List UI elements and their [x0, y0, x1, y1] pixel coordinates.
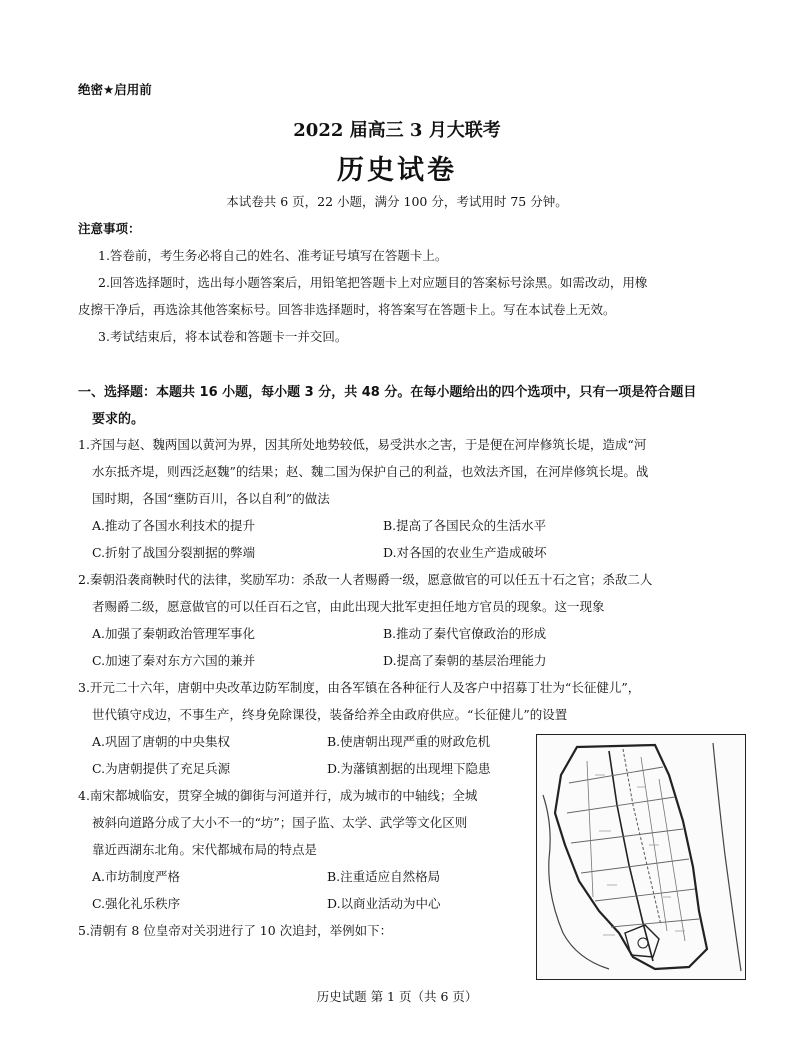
- confidential-mark: 绝密★启用前: [78, 82, 152, 97]
- q4-option-b: B.注重适应自然格局: [327, 869, 441, 884]
- q2-option-a: A.加强了秦朝政治管理军事化: [92, 626, 256, 641]
- q1-option-c: C.折射了战国分裂割据的弊端: [92, 545, 256, 560]
- exam-info: 本试卷共 6 页，22 小题，满分 100 分，考试用时 75 分钟。: [226, 194, 568, 209]
- q3-option-d: D.为藩镇割据的出现埋下隐患: [327, 761, 491, 776]
- q3-option-a: A.巩固了唐朝的中央集权: [92, 734, 231, 749]
- q2-option-b: B.推动了秦代官僚政治的形成: [383, 626, 547, 641]
- exam-title: 2022 届高三 3 月大联考: [293, 120, 501, 141]
- q1-option-d: D.对各国的农业生产造成破坏: [383, 545, 547, 560]
- section-heading-line-2: 要求的。: [92, 412, 145, 427]
- q1-stem-line-3: 国时期，各国“壅防百川，各以自利”的做法: [92, 491, 330, 506]
- notice-item-2-line-1: 2.回答选择题时，选出每小题答案后，用铅笔把答题卡上对应题目的答案标号涂黑。如需改动，用橡: [98, 275, 648, 290]
- notice-item-1: 1.答卷前，考生务必将自己的姓名、准考证号填写在答题卡上。: [98, 248, 448, 263]
- q4-option-a: A.市坊制度严格: [92, 869, 181, 884]
- notice-heading: 注意事项：: [78, 221, 141, 236]
- section-heading-line-1: 一、选择题：本题共 16 小题，每小题 3 分，共 48 分。在每小题给出的四个选项中，只有一项是符合题目: [78, 385, 697, 400]
- linan-city-map-figure: [536, 734, 746, 980]
- notice-item-3: 3.考试结束后，将本试卷和答题卡一并交回。: [98, 329, 348, 344]
- q3-option-b: B.使唐朝出现严重的财政危机: [327, 734, 491, 749]
- q1-stem-line-1: 1.齐国与赵、魏两国以黄河为界，因其所处地势较低，易受洪水之害，于是便在河岸修筑长堤，造成“河: [78, 437, 647, 452]
- q4-stem-line-3: 靠近西湖东北角。宋代都城布局的特点是: [92, 842, 318, 857]
- q4-option-c: C.强化礼乐秩序: [92, 896, 181, 911]
- q2-option-d: D.提高了秦朝的基层治理能力: [383, 653, 547, 668]
- q1-option-a: A.推动了各国水利技术的提升: [92, 518, 256, 533]
- q3-stem-line-2: 世代镇守戍边，不事生产，终身免除课役，装备给养全由政府供应。“长征健儿”的设置: [92, 707, 568, 722]
- subject-title: 历史试卷: [337, 155, 457, 186]
- q1-stem-line-2: 水东抵齐堤，则西泛赵魏”的结果；赵、魏二国为保护自己的利益，也效法齐国，在河岸修筑长堤。战: [92, 464, 649, 479]
- q1-option-b: B.提高了各国民众的生活水平: [383, 518, 547, 533]
- q4-option-d: D.以商业活动为中心: [327, 896, 441, 911]
- q3-option-c: C.为唐朝提供了充足兵源: [92, 761, 231, 776]
- page-footer: 历史试题 第 1 页（共 6 页）: [316, 989, 478, 1004]
- q4-stem-line-1: 4.南宋都城临安，贯穿全城的御街与河道并行，成为城市的中轴线；全城: [78, 788, 478, 803]
- q5-stem-line-1: 5.清朝有 8 位皇帝对关羽进行了 10 次追封，举例如下：: [78, 923, 393, 938]
- q3-stem-line-1: 3.开元二十六年，唐朝中央改革边防军制度，由各军镇在各种征行人及客户中招募丁壮为“长征健儿”，: [78, 680, 641, 695]
- city-map-drawing: [537, 735, 745, 979]
- q2-option-c: C.加速了秦对东方六国的兼并: [92, 653, 256, 668]
- q2-stem-line-1: 2.秦朝沿袭商鞅时代的法律，奖励军功：杀敌一人者赐爵一级，愿意做官的可以任五十石之官；杀敌二人: [78, 572, 653, 587]
- q2-stem-line-2: 者赐爵二级，愿意做官的可以任百石之官，由此出现大批军吏担任地方官员的现象。这一现象: [92, 599, 605, 614]
- q4-stem-line-2: 被斜向道路分成了大小不一的“坊”；国子监、太学、武学等文化区则: [92, 815, 468, 830]
- notice-item-2-line-2: 皮擦干净后，再选涂其他答案标号。回答非选择题时，将答案写在答题卡上。写在本试卷上无效。: [78, 302, 616, 317]
